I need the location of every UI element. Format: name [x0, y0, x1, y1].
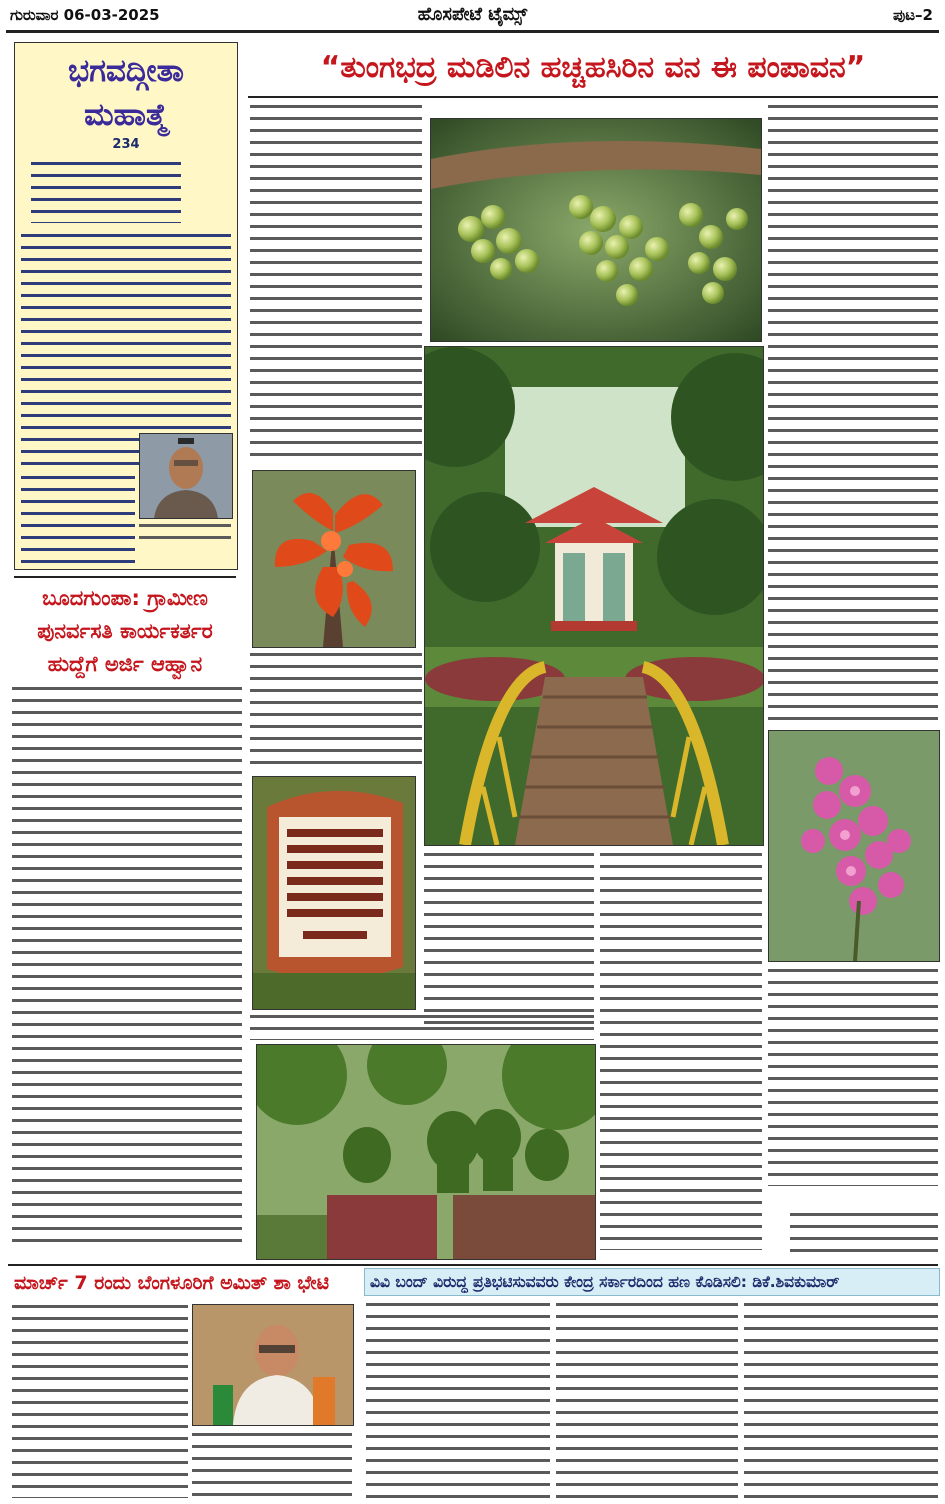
pampavana-headline: “ತುಂಗಭದ್ರ ಮಡಿಲಿನ ಹಚ್ಚಹಸಿರಿನ ವನ ಈ ಪಂಪಾವನ”	[320, 50, 866, 85]
pampavana-body-text-b1	[424, 850, 594, 1030]
berries-photo	[430, 118, 762, 342]
masthead-rule	[6, 30, 939, 33]
pampavana-body-text-a1	[250, 102, 422, 462]
budagumpa-top-rule	[14, 576, 236, 578]
park-pavilion-bridge-photo	[424, 346, 764, 846]
dks-body-text-2	[556, 1300, 738, 1498]
gita-number: 234	[112, 137, 140, 152]
gita-column	[14, 42, 238, 570]
author-photo	[139, 433, 233, 519]
park-signboard-photo	[252, 776, 416, 1010]
amitshah-body-text-2	[192, 1430, 352, 1498]
masthead-date: ಗುರುವಾರ 06-03-2025	[10, 6, 160, 24]
dks-body-text-3	[744, 1300, 938, 1498]
budagumpa-headline: ಬೂದಗುಂಪಾ: ಗ್ರಾಮೀಣ ಪುನರ್ವಸತಿ ಕಾರ್ಯಕರ್ತರ ಹುದ್ದೆಗೆ ಅರ್ಜಿ ಆಹ್ವಾನ	[37, 586, 213, 676]
dks-headline: ವಿವಿ ಬಂದ್ ವಿರುದ್ಧ ಪ್ರತಿಭಟಿಸುವವರು ಕೇಂದ್ರ ಸರ್ಕಾರದಿಂದ ಹಣ ಕೊಡಿಸಲಿ: ಡಿಕೆ.ಶಿವಕುಮಾರ್	[370, 1273, 840, 1291]
amitshah-headline: ಮಾರ್ಚ್ 7 ರಂದು ಬೆಂಗಳೂರಿಗೆ ಅಮಿತ್ ಶಾ ಭೇಟಿ	[14, 1272, 330, 1294]
bottom-section-rule	[8, 1264, 938, 1266]
pampavana-body-text-a4	[250, 1012, 594, 1040]
author-caption	[139, 521, 231, 545]
pampavana-head-rule	[248, 96, 938, 98]
pink-flower-photo	[768, 730, 940, 962]
pampavana-body-text-c1	[600, 850, 762, 1250]
budagumpa-body-text	[12, 684, 242, 1244]
masthead-page-number: ಪುಟ–2	[893, 6, 933, 24]
amit-shah-photo	[192, 1304, 354, 1426]
masthead-paper-name: ಹೊಸಪೇಟೆ ಟೈಮ್ಸ್	[417, 4, 528, 25]
topiary-garden-photo	[256, 1044, 596, 1260]
amitshah-body-text-1	[12, 1302, 188, 1498]
pampavana-body-text-d1	[768, 102, 938, 724]
pampavana-body-text-a2	[250, 650, 422, 768]
dks-body-text-1	[366, 1300, 550, 1498]
pampavana-body-text-d2	[768, 966, 938, 1186]
gita-body-text-2	[21, 473, 135, 565]
gita-verse-text	[31, 159, 181, 223]
pampavana-author-credit	[790, 1210, 938, 1258]
red-flower-photo	[252, 470, 416, 648]
gita-heading: ಭಗವದ್ಗೀತಾ ಮಹಾತ್ಮೆ	[68, 53, 184, 133]
